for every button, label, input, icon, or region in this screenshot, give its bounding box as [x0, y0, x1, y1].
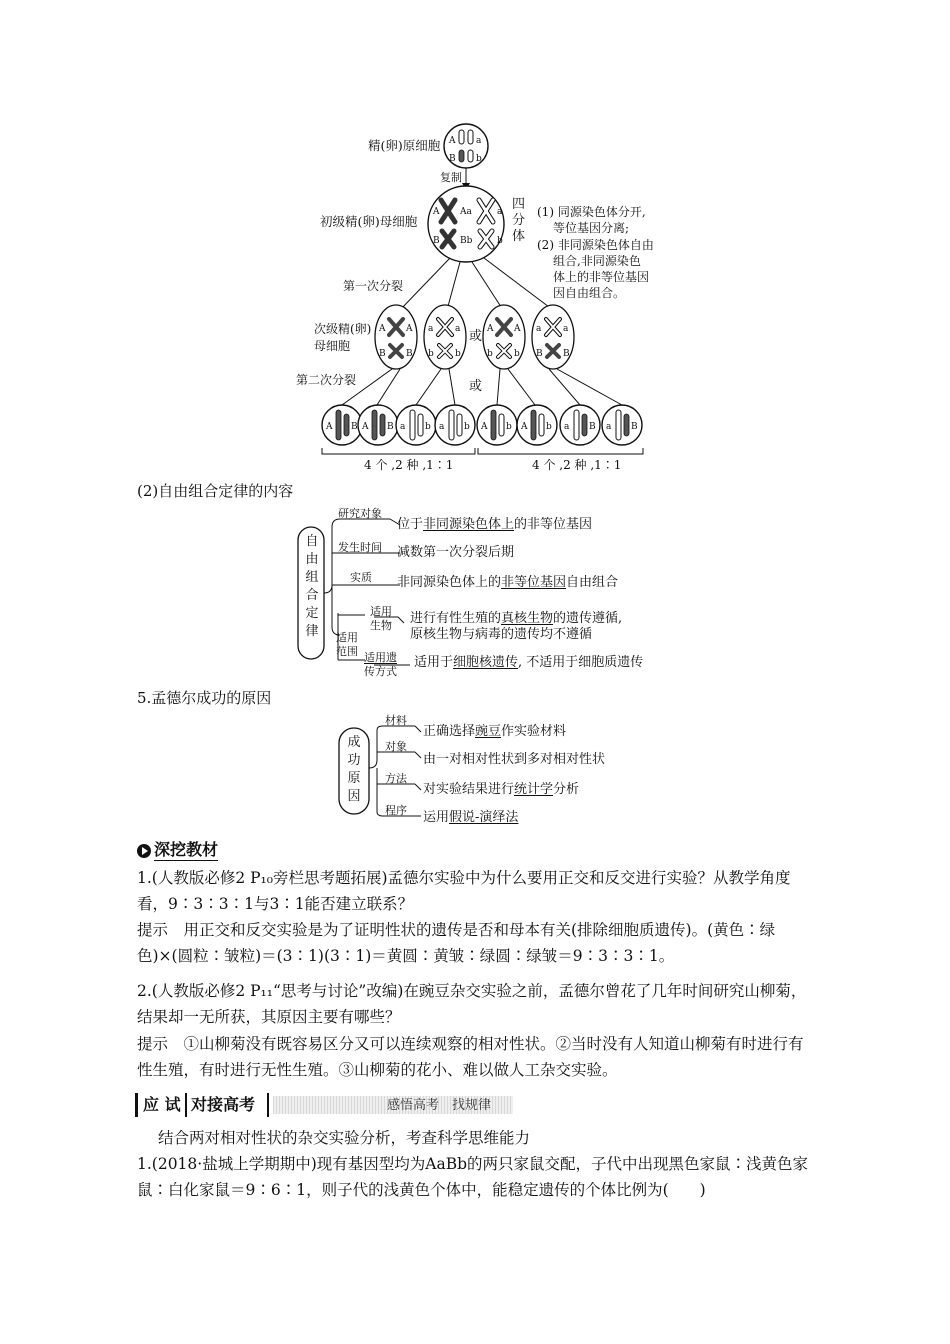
branch-text: 位于非同源染色体上的非等位基因: [397, 517, 593, 532]
svg-text:a: a: [439, 422, 445, 432]
gamete-cell: [560, 405, 600, 445]
svg-text:次级精(卵): 次级精(卵): [314, 322, 372, 336]
scope-item-label: 适用 生物: [370, 605, 392, 632]
svg-text:b: b: [487, 349, 493, 359]
result-left: 4 个 ,2 种 ,1∶1: [364, 458, 454, 472]
svg-text:a: a: [476, 136, 482, 146]
deep-dig-a2: 提示 ①山柳菊没有既容易区分又可以连续观察的相对性状。②当时没有人知道山柳菊有时进行有性生殖，有时进行无性生殖。③山柳菊的花小、难以做人工杂交实验。: [137, 1035, 804, 1079]
second-division-label: 第二次分裂: [296, 373, 357, 387]
svg-text:B: B: [406, 349, 413, 359]
svg-text:a: a: [536, 324, 542, 334]
gamete-cell: [322, 405, 362, 445]
exam-tag: 感悟高考 找规律: [387, 1098, 492, 1113]
deep-dig-title: 深挖教材: [137, 840, 218, 861]
secondary-cell: [532, 305, 574, 369]
note-line: 体上的非等位基因: [553, 270, 650, 284]
secondary-cell: [424, 305, 466, 369]
svg-text:b: b: [455, 349, 461, 359]
note-line: 等位基因分离;: [553, 221, 630, 235]
svg-text:a: a: [564, 422, 570, 432]
svg-text:B: B: [387, 422, 394, 432]
svg-text:四: 四: [512, 197, 526, 212]
section-5-heading: 5.孟德尔成功的原因: [137, 689, 272, 707]
scope-item-label: 适用遗 传方式: [364, 651, 397, 678]
free-combination-diagram: 自 由 组 合 定 律 研究对象 位于非同源染色体上的非等位基因 发生时间 减数第一次分裂后期 实质 非同源染色体上的非等位基因自由组合 适用 范围 适用 生物 进行有性生殖的真核生物的遗传遵循, 原核生物与病毒的遗传均不遵循 适用遗 传方式 适用于细胞核遗传, 不适用于细胞质遗传: [290, 505, 690, 685]
svg-text:A: A: [379, 324, 386, 334]
gamete-cell: [435, 405, 475, 445]
note-line: 组合,非同源染色: [553, 254, 641, 268]
branch-label: 实质: [350, 571, 372, 584]
svg-text:B: B: [379, 349, 386, 359]
branch-label: 材料: [385, 714, 407, 727]
note-line: (2) 非同源染色体自由: [537, 238, 654, 252]
gamete-cell: [517, 405, 557, 445]
branch-label: 发生时间: [338, 541, 382, 554]
secondary-cell: [375, 305, 417, 369]
gamete-cell: [602, 405, 642, 445]
svg-text:A: A: [326, 422, 333, 432]
scope-item-text: 适用于细胞核遗传, 不适用于细胞质遗传: [414, 655, 644, 670]
primary-cell-label: 初级精(卵)母细胞: [320, 214, 418, 229]
svg-text:A: A: [449, 136, 456, 146]
deep-dig-q2: 2.(人教版必修2 P₁₁“思考与讨论”改编)在豌豆杂交实验之前，孟德尔曾花了几年时间研究山柳菊，结果却一无所获，其原因主要有哪些？: [137, 982, 807, 1026]
germ-cell-label: 精(卵)原细胞: [368, 138, 441, 153]
svg-text:或: 或: [469, 379, 483, 394]
svg-text:b: b: [506, 422, 512, 432]
meiosis-diagram: [0, 0, 950, 480]
svg-text:b: b: [464, 422, 470, 432]
secondary-cell: [483, 305, 525, 369]
svg-text:Aa: Aa: [460, 207, 472, 217]
svg-text:a: a: [428, 324, 434, 334]
first-division-label: 第一次分裂: [343, 279, 404, 293]
svg-text:A: A: [487, 324, 494, 334]
exam-header: [135, 1093, 515, 1117]
exam-title-b: 对接高考: [191, 1095, 256, 1114]
scope-item-text: 进行有性生殖的真核生物的遗传遵循,: [410, 611, 623, 626]
scope-label: 适用 范围: [336, 631, 358, 658]
svg-text:b: b: [497, 236, 503, 246]
svg-text:b: b: [476, 154, 482, 164]
gamete-cell: [477, 405, 517, 445]
svg-text:B: B: [351, 422, 358, 432]
branch-text: 对实验结果进行统计学分析: [423, 782, 580, 797]
branch-label: 对象: [385, 740, 407, 753]
gamete-cell: [396, 405, 436, 445]
svg-text:a: a: [400, 422, 406, 432]
play-circle-icon: [137, 844, 151, 858]
svg-text:体: 体: [512, 229, 526, 244]
svg-text:B: B: [563, 349, 570, 359]
deep-dig-q1: 1.(人教版必修2 P₁₀旁栏思考题拓展)孟德尔实验中为什么要用正交和反交进行实验？从教学角度看，9∶3∶3∶1与3∶1能否建立联系？: [137, 869, 791, 913]
svg-text:B: B: [449, 154, 456, 164]
svg-text:B: B: [433, 236, 440, 246]
gamete-cell: [358, 405, 398, 445]
svg-text:a: a: [563, 324, 569, 334]
success-reasons-diagram: 成 功 原 因 材料 正确选择豌豆作实验材料 对象 由一对相对性状到多对相对性状 方法 对实验结果进行统计学分析 程序 运用假说-演绎法: [335, 712, 635, 832]
svg-text:A: A: [406, 324, 413, 334]
svg-text:a: a: [497, 207, 503, 217]
svg-text:A: A: [521, 422, 528, 432]
svg-text:a: a: [455, 324, 461, 334]
svg-text:B: B: [536, 349, 543, 359]
svg-text:A: A: [481, 422, 488, 432]
section-2-heading: (2)自由组合定律的内容: [137, 482, 294, 500]
exam-q1: 1.(2018·盐城上学期期中)现有基因型均为AaBb的两只家鼠交配，子代中出现黑色家鼠∶浅黄色家鼠∶白化家鼠＝9∶6∶1，则子代的浅黄色个体中，能稳定遗传的个体比例为( ): [137, 1155, 809, 1199]
branch-text: 减数第一次分裂后期: [397, 545, 515, 560]
meiosis-svg: [0, 0, 950, 480]
branch-label: 研究对象: [338, 507, 382, 520]
branch-text: 正确选择豌豆作实验材料: [423, 724, 567, 739]
svg-text:母细胞: 母细胞: [314, 339, 351, 353]
exam-title-a: 应 试: [143, 1095, 181, 1114]
svg-text:b: b: [428, 349, 434, 359]
svg-text:B: B: [589, 422, 596, 432]
svg-text:a: a: [606, 422, 612, 432]
branch-text: 运用假说-演绎法: [423, 810, 519, 825]
svg-text:b: b: [425, 422, 431, 432]
svg-text:B: B: [631, 422, 638, 432]
or-label: 或: [469, 329, 483, 344]
exam-subtitle: 结合两对相对性状的杂交实验分析，考查科学思维能力: [158, 1129, 531, 1147]
branch-label: 程序: [385, 804, 407, 817]
branch-label: 方法: [385, 772, 407, 785]
result-right: 4 个 ,2 种 ,1∶1: [532, 458, 622, 472]
svg-text:Bb: Bb: [460, 236, 473, 246]
svg-text:b: b: [514, 349, 520, 359]
note-line: 因自由组合。: [553, 286, 626, 300]
svg-text:分: 分: [512, 213, 526, 228]
deep-dig-a1: 提示 用正交和反交实验是为了证明性状的遗传是否和母本有关(排除细胞质遗传)。(黄色∶绿色)×(圆粒∶皱粒)＝(3∶1)(3∶1)＝黄圆∶黄皱∶绿圆∶绿皱＝9∶3∶3∶1。: [137, 921, 776, 965]
branch-text: 由一对相对性状到多对相对性状: [423, 752, 606, 767]
replication-label: 复制: [440, 171, 462, 184]
svg-text:A: A: [433, 207, 440, 217]
note-line: (1) 同源染色体分开,: [537, 205, 646, 219]
svg-text:A: A: [514, 324, 521, 334]
svg-text:b: b: [546, 422, 552, 432]
branch-text: 非同源染色体上的非等位基因自由组合: [397, 575, 619, 590]
svg-text:A: A: [362, 422, 369, 432]
